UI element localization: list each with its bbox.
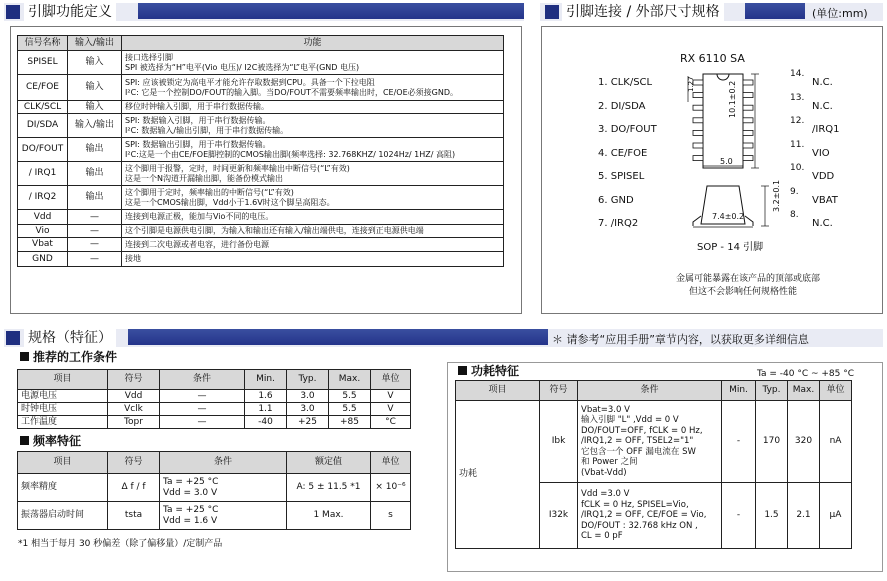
pin-row bbox=[18, 114, 504, 138]
power-condition bbox=[578, 401, 722, 483]
power-max: 320 bbox=[788, 401, 820, 483]
lead-left bbox=[693, 93, 703, 98]
power-max: 2.1 bbox=[788, 483, 820, 549]
freq-cell: tsta bbox=[108, 502, 160, 530]
lead-right bbox=[743, 93, 753, 98]
left-pin-label: 5. SPISEL bbox=[598, 171, 645, 182]
rec-cell: 3.0 bbox=[287, 390, 329, 403]
lead-right bbox=[743, 130, 753, 135]
package-note-1: 金属可能暴露在该产品的顶部或底部 bbox=[676, 274, 821, 284]
rec-row bbox=[18, 403, 411, 416]
pin-signal-name: CLK/SCL bbox=[18, 101, 68, 114]
pin-function-line: 这是一个CMOS输出脚，Vdd小于1.6V时这个脚呈高阻态。 bbox=[125, 197, 335, 207]
pin-function-line: I²C:这是一个由CE/FOE脚控制的CMOS输出脚(频率选择: 32.768KHZ/ 1024Hz/ 1HZ/ 高阻) bbox=[125, 149, 456, 159]
rec-cell: Vdd bbox=[108, 390, 160, 403]
pin-function-line: SPI: 数据输出引脚，用于串行数据传输。 bbox=[125, 139, 271, 149]
freq-cond-line: Vdd = 3.0 V bbox=[163, 487, 218, 498]
freq-cond-line: Ta = +25 °C bbox=[163, 476, 219, 487]
pin-function bbox=[122, 114, 504, 138]
power-unit: μA bbox=[820, 483, 852, 549]
pin-function bbox=[122, 138, 504, 162]
left-pin-label: 1. CLK/SCL bbox=[598, 77, 653, 88]
rec-row bbox=[18, 416, 411, 429]
freq-row bbox=[18, 474, 411, 502]
left-pin-label: 6. GND bbox=[598, 194, 634, 206]
power-row bbox=[456, 401, 852, 483]
left-pin-label: 2. DI/SDA bbox=[598, 100, 646, 112]
freq-title bbox=[20, 434, 81, 448]
power-cond-line: CL = 0 pF bbox=[581, 531, 623, 542]
right-pin-number: 11. bbox=[790, 139, 805, 150]
lead-right bbox=[743, 156, 753, 161]
power-cond-line: DO/FOUT : 32.768 kHz ON , bbox=[581, 520, 698, 531]
pin-function-line: 连接到二次电源或者电容，进行备份电源 bbox=[125, 239, 269, 249]
pin-row bbox=[18, 101, 504, 114]
section-rule bbox=[745, 3, 805, 19]
rec-col-header: 单位 bbox=[371, 370, 411, 390]
pin-function bbox=[122, 101, 504, 114]
pin-function-line: 这是一个N沟道开漏输出脚，能备份模式输出 bbox=[125, 173, 283, 183]
power-min: - bbox=[722, 483, 756, 549]
bullet-square-icon bbox=[20, 436, 29, 445]
pin-signal-name: CE/FOE bbox=[18, 75, 68, 101]
section-marker-icon bbox=[6, 331, 20, 345]
rec-col-header: 符号 bbox=[108, 370, 160, 390]
section-marker-icon bbox=[545, 5, 559, 19]
pin-io: 输入 bbox=[68, 51, 122, 75]
power-col-header: Min. bbox=[722, 381, 756, 401]
power-title bbox=[458, 364, 519, 378]
dim-length-label: 10.1±0.2 bbox=[728, 80, 737, 118]
right-pin-label: VIO bbox=[812, 147, 830, 159]
pin-function-line: 接口选择引脚 bbox=[125, 52, 173, 62]
pin-function bbox=[122, 162, 504, 186]
freq-col-header: 额定值 bbox=[287, 452, 371, 474]
rec-cell: +25 bbox=[287, 416, 329, 429]
freq-cell bbox=[160, 502, 287, 530]
power-col-header: 项目 bbox=[456, 381, 540, 401]
right-pin-label: N.C. bbox=[812, 77, 833, 88]
rec-cell: 电源电压 bbox=[18, 390, 108, 403]
power-cond-line: fCLK = 0 Hz, SPISEL=Vio, bbox=[581, 499, 689, 510]
pin-function-line: I²C: 它是一个控制DO/FOUT的输入脚。当DO/FOUT不需要频率输出时，CE/OE必须接GND。 bbox=[125, 87, 459, 97]
power-symbol: Ibk bbox=[540, 401, 578, 483]
dim-width-label: 7.4±0.2 bbox=[712, 212, 745, 221]
pin-function-line: 接地 bbox=[125, 254, 141, 263]
right-pin-number: 13. bbox=[790, 92, 805, 103]
freq-col-header: 项目 bbox=[18, 452, 108, 474]
pin-row bbox=[18, 210, 504, 225]
right-pin-number: 10. bbox=[790, 163, 805, 173]
freq-col-header: 条件 bbox=[160, 452, 287, 474]
rec-col-header: Max. bbox=[329, 370, 371, 390]
power-typ: 170 bbox=[756, 401, 788, 483]
freq-table bbox=[17, 451, 411, 530]
freq-cell: s bbox=[371, 502, 411, 530]
chip-body-top bbox=[703, 74, 743, 168]
col-header-function: 功能 bbox=[122, 36, 504, 51]
dim-height-label: 3.2±0.1 bbox=[772, 179, 781, 212]
pin-row bbox=[18, 252, 504, 267]
left-pin-label: 3. DO/FOUT bbox=[598, 124, 657, 135]
section-title-pin-func: 引脚功能定义 bbox=[24, 3, 116, 21]
power-table bbox=[455, 380, 852, 549]
freq-cell: 频率精度 bbox=[18, 474, 108, 502]
lead-left bbox=[693, 143, 703, 148]
pin-function-line: I²C: 数据输入/输出引脚，用于串行数据传输。 bbox=[125, 125, 289, 135]
freq-cell: A: 5 ± 11.5 *1 bbox=[287, 474, 371, 502]
power-cond-line: /IRQ1,2 = OFF, CE/FOE = Vio, bbox=[581, 510, 707, 521]
rec-cell: °C bbox=[371, 416, 411, 429]
rec-cell: — bbox=[160, 390, 245, 403]
power-cond-note: Ta = -40 °C ~ +85 °C bbox=[757, 369, 855, 379]
pin-row bbox=[18, 51, 504, 75]
left-pin-label: 4. CE/FOE bbox=[598, 147, 648, 159]
rec-cell: 5.5 bbox=[329, 390, 371, 403]
lead-right bbox=[743, 118, 753, 123]
pin-function-line: 这个脚用于报警，定时，时间更新和频率输出中断信号(“L”有效) bbox=[125, 163, 350, 173]
rec-col-header: 项目 bbox=[18, 370, 108, 390]
lead-right bbox=[743, 105, 753, 110]
power-col-header: Max. bbox=[788, 381, 820, 401]
pin-function-line: SPI 被选择为“H”电平(Vio 电压)/ I2C被选择为“L”电平(GND 电压) bbox=[125, 62, 360, 72]
power-cond-line: Vdd =3.0 V bbox=[581, 489, 630, 500]
rec-cell: — bbox=[160, 416, 245, 429]
pin-signal-name: Vbat bbox=[18, 238, 68, 252]
bullet-square-icon bbox=[458, 366, 467, 375]
unit-label: (单位:mm) bbox=[808, 5, 872, 21]
power-item: 功耗 bbox=[456, 401, 540, 549]
col-header-io: 输入/输出 bbox=[68, 36, 122, 51]
rec-col-header: 条件 bbox=[160, 370, 245, 390]
lead-right bbox=[743, 80, 753, 85]
freq-footnote: *1 相当于每月 30 秒偏差（除了偏移量）/定制产品 bbox=[18, 539, 223, 549]
lead-left bbox=[693, 156, 703, 161]
rec-cell: Topr bbox=[108, 416, 160, 429]
rec-col-header: Min. bbox=[245, 370, 287, 390]
pin-io: — bbox=[68, 225, 122, 238]
power-title-text: 功耗特征 bbox=[471, 364, 520, 378]
pin-io: 输出 bbox=[68, 138, 122, 162]
power-condition bbox=[578, 483, 722, 549]
pin-io: 输出 bbox=[68, 162, 122, 186]
power-unit: nA bbox=[820, 401, 852, 483]
power-cond-line: Vbat=3.0 V bbox=[581, 404, 630, 415]
freq-cell bbox=[160, 474, 287, 502]
section-marker-icon bbox=[6, 5, 20, 19]
rec-cond-title-text: 推荐的工作条件 bbox=[33, 350, 118, 364]
power-cond-line: (Vbat-Vdd) bbox=[581, 467, 627, 478]
col-header-signal: 信号名称 bbox=[18, 36, 68, 51]
freq-col-header: 单位 bbox=[371, 452, 411, 474]
rec-col-header: Typ. bbox=[287, 370, 329, 390]
rec-cond-title bbox=[20, 350, 117, 364]
freq-col-header: 符号 bbox=[108, 452, 160, 474]
pin-function bbox=[122, 238, 504, 252]
dim-body-label: 5.0 bbox=[720, 157, 733, 166]
power-cond-line: /IRQ1,2 = OFF, TSEL2="1" bbox=[581, 436, 694, 447]
rec-cell: 工作温度 bbox=[18, 416, 108, 429]
rec-cell: 3.0 bbox=[287, 403, 329, 416]
right-pin-number: 14. bbox=[790, 69, 805, 79]
pin-function bbox=[122, 186, 504, 210]
rec-cell: 1.6 bbox=[245, 390, 287, 403]
rec-cell: 5.5 bbox=[329, 403, 371, 416]
rec-cell: +85 bbox=[329, 416, 371, 429]
pin-function bbox=[122, 210, 504, 225]
pin-function bbox=[122, 75, 504, 101]
pin-io: 输入 bbox=[68, 101, 122, 114]
pin-row bbox=[18, 75, 504, 101]
pin-signal-name: Vio bbox=[18, 225, 68, 238]
power-cond-line: 输入引脚 "L" ,Vdd = 0 V bbox=[581, 415, 679, 426]
pin-signal-name: / IRQ1 bbox=[18, 162, 68, 186]
bullet-square-icon bbox=[20, 352, 29, 361]
power-cond-line: 和 Power 之间 bbox=[581, 457, 638, 468]
power-cond-line: DO/FOUT=OFF, fCLK = 0 Hz, bbox=[581, 425, 703, 436]
dim-pitch-label: 1.27 bbox=[687, 76, 695, 92]
rec-cell: V bbox=[371, 403, 411, 416]
right-pin-label: N.C. bbox=[812, 100, 833, 112]
pin-row bbox=[18, 138, 504, 162]
rec-cell: -40 bbox=[245, 416, 287, 429]
power-col-header: 单位 bbox=[820, 381, 852, 401]
pin-io: — bbox=[68, 238, 122, 252]
freq-cell: Δ f / f bbox=[108, 474, 160, 502]
lead-left bbox=[693, 105, 703, 110]
pin-signal-name: / IRQ2 bbox=[18, 186, 68, 210]
rec-cell: V bbox=[371, 390, 411, 403]
right-pin-label: /IRQ1 bbox=[812, 124, 840, 135]
pin-signal-name: DO/FOUT bbox=[18, 138, 68, 162]
rec-cond-table bbox=[17, 369, 411, 429]
pin-function-line: 这个引脚是电源供电引脚，为输入和输出还有输入/输出端供电，连接到正电源供电端 bbox=[125, 226, 424, 235]
freq-cond-line: Ta = +25 °C bbox=[163, 504, 219, 515]
package-name: SOP - 14 引脚 bbox=[697, 242, 764, 253]
pin-row bbox=[18, 225, 504, 238]
right-pin-number: 8. bbox=[790, 210, 799, 220]
power-typ: 1.5 bbox=[756, 483, 788, 549]
power-col-header: Typ. bbox=[756, 381, 788, 401]
section-rule bbox=[138, 3, 524, 19]
rec-cell: 时钟电压 bbox=[18, 403, 108, 416]
rec-row bbox=[18, 390, 411, 403]
section-title-pin-pkg: 引脚连接 / 外部尺寸规格 bbox=[562, 3, 724, 21]
pin-signal-name: GND bbox=[18, 252, 68, 267]
rec-cell: 1.1 bbox=[245, 403, 287, 416]
right-pin-label: VBAT bbox=[812, 194, 838, 206]
pin-row bbox=[18, 162, 504, 186]
pin-io: — bbox=[68, 210, 122, 225]
freq-cell: 振荡器启动时间 bbox=[18, 502, 108, 530]
pin-function bbox=[122, 252, 504, 267]
rec-cell: Vclk bbox=[108, 403, 160, 416]
pin-io: — bbox=[68, 252, 122, 267]
rec-cell: — bbox=[160, 403, 245, 416]
freq-title-text: 频率特征 bbox=[33, 434, 82, 448]
pin-function-line: 这个脚用于定时，频率输出的中断信号(“L”有效) bbox=[125, 187, 294, 197]
freq-cell: × 10⁻⁶ bbox=[371, 474, 411, 502]
pin-function-line: SPI: 应该被锁定为高电平才能允许存取数据到CPU。具备一个下拉电阻 bbox=[125, 77, 375, 87]
pin-function bbox=[122, 225, 504, 238]
pin-function-table bbox=[17, 35, 504, 267]
pin-row bbox=[18, 186, 504, 210]
pin-signal-name: DI/SDA bbox=[18, 114, 68, 138]
freq-cond-line: Vdd = 1.6 V bbox=[163, 515, 218, 526]
right-pin-label: VDD bbox=[812, 171, 835, 182]
left-pin-label: 7. /IRQ2 bbox=[598, 218, 639, 229]
power-min: - bbox=[722, 401, 756, 483]
right-pin-label: N.C. bbox=[812, 218, 833, 229]
pin-function-line: SPI: 数据输入引脚，用于串行数据传输。 bbox=[125, 115, 271, 125]
pin-io: 输出 bbox=[68, 186, 122, 210]
power-symbol: I32k bbox=[540, 483, 578, 549]
pin-function-line: 连接到电源正极，能加与Vio不同的电压。 bbox=[125, 212, 274, 221]
section-rule bbox=[128, 329, 548, 345]
pin-io: 输入/输出 bbox=[68, 114, 122, 138]
pin-signal-name: SPISEL bbox=[18, 51, 68, 75]
section-title-spec: 规格（特征） bbox=[24, 329, 116, 347]
pin-io: 输入 bbox=[68, 75, 122, 101]
power-col-header: 条件 bbox=[578, 381, 722, 401]
lead-left bbox=[693, 130, 703, 135]
freq-cell: 1 Max. bbox=[287, 502, 371, 530]
right-leads bbox=[743, 80, 753, 161]
pin-function-line: 移位时钟输入引脚，用于串行数据传输。 bbox=[125, 102, 269, 111]
right-pin-number: 9. bbox=[790, 186, 799, 197]
lead-left bbox=[693, 118, 703, 123]
package-note-2: 但这不会影响任何规格性能 bbox=[689, 287, 798, 297]
pin-row bbox=[18, 238, 504, 252]
power-cond-line: 它包含一个 OFF 漏电流在 SW bbox=[581, 446, 696, 457]
spec-note: ＊ 请参考“应用手册”章节内容，以获取更多详细信息 bbox=[552, 333, 809, 346]
pin-function bbox=[122, 51, 504, 75]
power-col-header: 符号 bbox=[540, 381, 578, 401]
pin-signal-name: Vdd bbox=[18, 210, 68, 225]
right-pin-number: 12. bbox=[790, 116, 805, 126]
freq-row bbox=[18, 502, 411, 530]
lead-right bbox=[743, 143, 753, 148]
part-number: RX 6110 SA bbox=[680, 52, 745, 65]
